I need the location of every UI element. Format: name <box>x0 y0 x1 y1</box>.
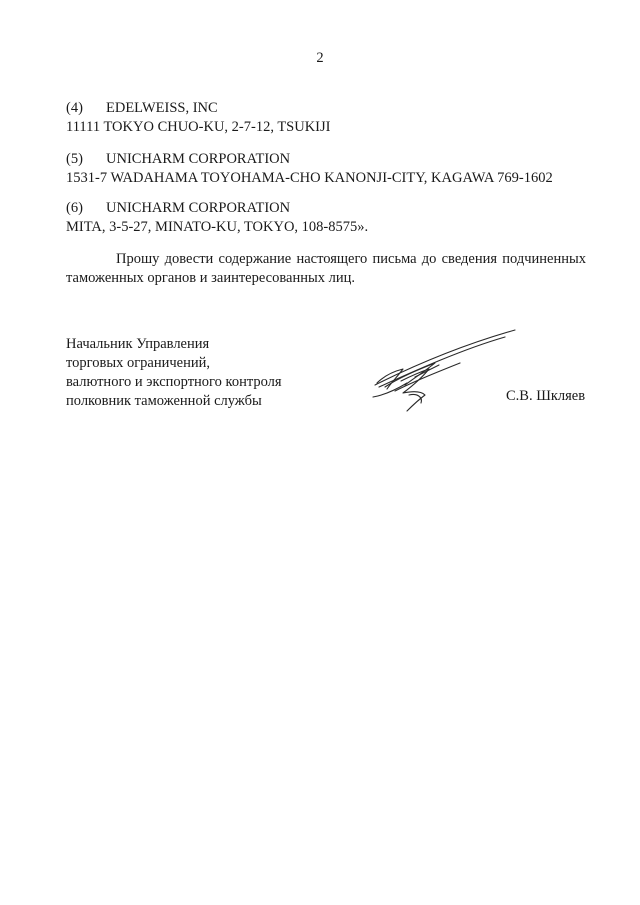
signatory-name: С.В. Шкляев <box>506 388 586 404</box>
company-address: MITA, 3-5-27, MINATO-KU, TOKYO, 108-8575». <box>66 219 369 235</box>
entry-header <box>66 199 368 218</box>
entry-number: (5) <box>66 151 83 167</box>
signatory-title-line: валютного и экспортного контроля <box>66 374 282 390</box>
entry-number: (6) <box>66 200 83 216</box>
signatory-title-line: Начальник Управления <box>66 336 210 352</box>
entry-number: (4) <box>66 100 83 116</box>
company-name: UNICHARM CORPORATION <box>106 151 291 167</box>
signatory-title-line: торговых ограничений, <box>66 355 210 371</box>
signatory-title <box>66 335 282 411</box>
company-name: UNICHARM CORPORATION <box>106 200 291 216</box>
company-name: EDELWEISS, INC <box>106 100 218 116</box>
company-address: 1531-7 WADAHAMA TOYOHAMA-CHO KANONJI-CITY, KAGAWA 769-1602 <box>66 170 553 186</box>
body-paragraph: Прошу довести содержание настоящего письма до сведения подчиненных таможенных органов и заинтересованных лиц. <box>66 251 586 286</box>
recipient-entry-5 <box>66 150 553 188</box>
handwritten-signature <box>365 325 525 415</box>
entry-header <box>66 150 553 169</box>
recipient-entry-6 <box>66 199 368 237</box>
signatory-title-line: полковник таможенной службы <box>66 393 262 409</box>
entry-header <box>66 99 330 118</box>
page-number: 2 <box>316 50 324 66</box>
company-address: 11111 TOKYO CHUO-KU, 2-7-12, TSUKIJI <box>66 119 331 135</box>
recipient-entry-4 <box>66 99 330 137</box>
